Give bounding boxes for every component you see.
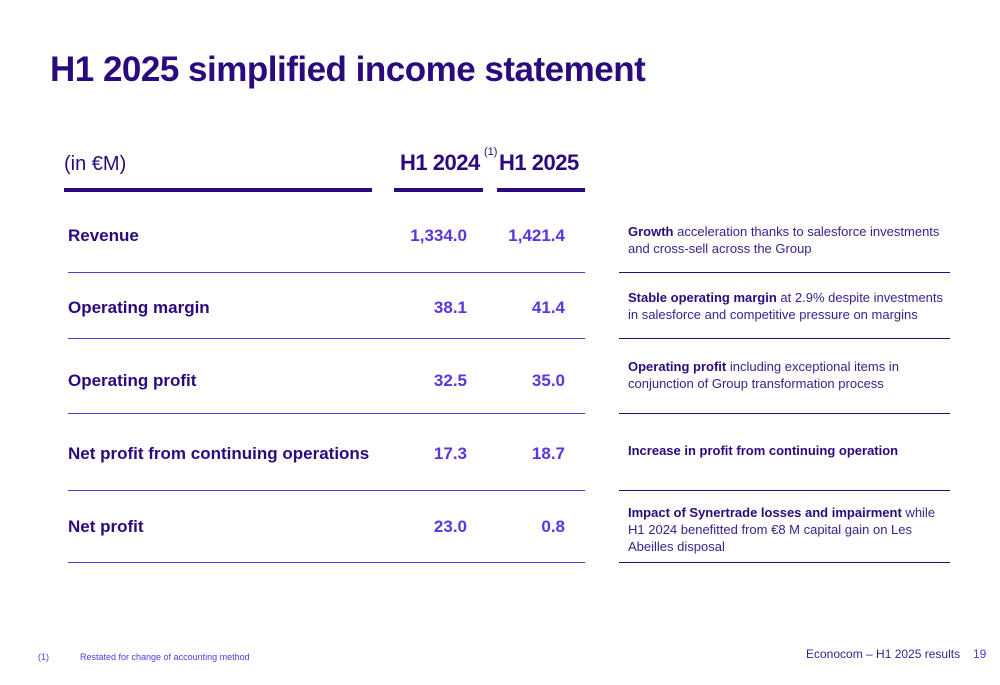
note-text: while H1 2024 benefitted from €8 M capital gain on Les Abeilles disposal: [628, 505, 936, 554]
footer-brand: Econocom – H1 2025 results: [806, 647, 961, 661]
row-label-operating-profit: Operating profit: [68, 371, 197, 390]
value-net-profit-h1-2024: 23.0: [433, 517, 467, 536]
note-bold: Impact of Synertrade losses and impairment: [628, 505, 902, 520]
header-rule-label: [64, 188, 372, 192]
value-revenue-h1-2025: 1,421.4: [508, 226, 565, 245]
note-bold: Stable operating margin: [628, 290, 777, 305]
value-net-profit-h1-2025: 0.8: [541, 517, 565, 536]
row-divider: [68, 413, 585, 414]
unit-label: (in €M): [64, 153, 127, 175]
row-divider: [68, 490, 585, 491]
note-divider: [619, 490, 950, 491]
row-divider: [68, 338, 585, 339]
note-operating-profit: [628, 358, 950, 392]
row-label-operating-margin: Operating margin: [68, 298, 210, 317]
row-divider: [68, 272, 585, 273]
row-label-revenue: Revenue: [68, 226, 139, 245]
footnote-reference: (1): [484, 146, 498, 158]
header-rule-h1-2025: [497, 188, 585, 192]
footnote-text: Restated for change of accounting method: [80, 652, 250, 662]
footnote-number: (1): [38, 652, 49, 662]
note-divider: [619, 338, 950, 339]
value-operating-margin-h1-2024: 38.1: [433, 298, 467, 317]
note-revenue: [628, 223, 950, 257]
value-operating-margin-h1-2025: 41.4: [531, 298, 565, 317]
note-operating-margin: [628, 289, 950, 323]
page-title: H1 2025 simplified income statement: [50, 50, 646, 89]
note-text: at 2.9% despite investments in salesforce and competitive pressure on margins: [628, 290, 944, 322]
note-text: including exceptional items in conjunction of Group transformation process: [628, 359, 899, 391]
value-net-profit-continuing-h1-2024: 17.3: [433, 444, 467, 463]
note-net-profit: [628, 504, 950, 555]
note-bold: Increase in profit from continuing operation: [628, 443, 899, 458]
note-divider: [619, 272, 950, 273]
row-divider: [68, 562, 585, 563]
column-header-h1-2024: H1 2024: [400, 150, 480, 175]
page-number: 19: [973, 647, 987, 661]
value-operating-profit-h1-2024: 32.5: [433, 371, 467, 390]
note-divider: [619, 562, 950, 563]
column-header-h1-2025: H1 2025: [499, 150, 579, 175]
note-divider: [619, 413, 950, 414]
value-revenue-h1-2024: 1,334.0: [410, 226, 467, 245]
note-net-profit-continuing: [628, 442, 950, 459]
header-rule-h1-2024: [394, 188, 483, 192]
value-operating-profit-h1-2025: 35.0: [531, 371, 565, 390]
note-bold: Operating profit: [628, 359, 727, 374]
note-bold: Growth: [628, 224, 674, 239]
note-text: acceleration thanks to salesforce investments and cross-sell across the Group: [628, 224, 940, 256]
row-label-net-profit: Net profit: [68, 517, 144, 536]
value-net-profit-continuing-h1-2025: 18.7: [531, 444, 565, 463]
row-label-net-profit-continuing: Net profit from continuing operations: [68, 444, 370, 463]
